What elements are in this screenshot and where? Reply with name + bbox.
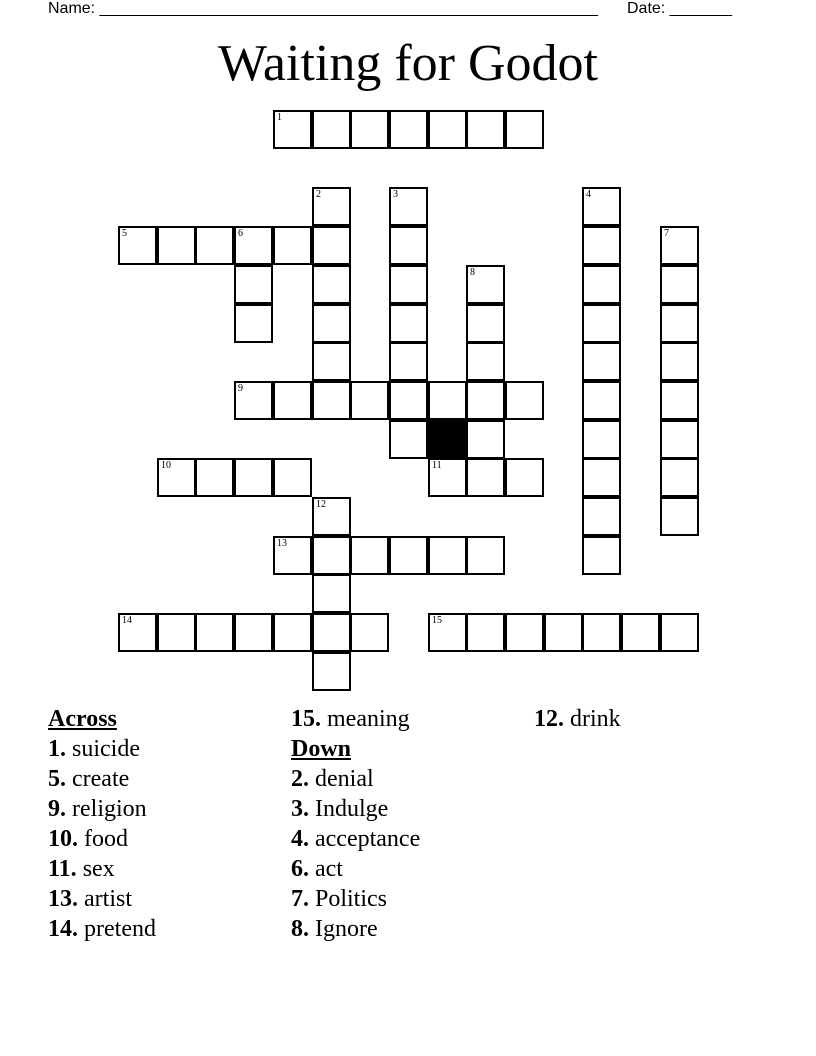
grid-cell[interactable] (466, 342, 505, 381)
clue-across-9 (48, 794, 156, 824)
grid-cell[interactable] (312, 613, 351, 652)
clue-number: 3. (291, 796, 309, 822)
puzzle-title: Waiting for Godot (218, 35, 598, 92)
grid-cell[interactable] (582, 265, 621, 304)
clue-down-4 (291, 824, 420, 854)
clue-number: 11. (48, 856, 77, 882)
clue-text: Ignore (315, 916, 378, 942)
clue-across-11 (48, 854, 156, 884)
grid-cell[interactable] (582, 536, 621, 575)
grid-cell[interactable] (582, 226, 621, 265)
grid-cell[interactable] (273, 110, 312, 149)
clue-text: Politics (315, 886, 388, 912)
grid-cell[interactable] (582, 613, 621, 652)
grid-cell[interactable] (234, 613, 273, 652)
clue-across-14 (48, 914, 156, 944)
clue-number-label: 8 (470, 267, 475, 278)
clue-down-2 (291, 764, 420, 794)
clue-text: religion (72, 796, 147, 822)
grid-cell[interactable] (660, 497, 699, 536)
clue-across-15 (291, 704, 420, 734)
clue-number-label: 7 (664, 228, 669, 239)
grid-cell[interactable] (660, 265, 699, 304)
clues-column-3 (534, 704, 621, 734)
grid-cell[interactable] (389, 226, 428, 265)
grid-cell[interactable] (660, 458, 699, 497)
grid-cell[interactable] (660, 420, 699, 459)
clue-number-label: 4 (586, 189, 591, 200)
clue-number-label: 2 (316, 189, 321, 200)
grid-cell[interactable] (389, 342, 428, 381)
grid-cell[interactable] (312, 536, 351, 575)
grid-cell[interactable] (350, 536, 389, 575)
grid-cell[interactable] (582, 497, 621, 536)
clue-text: act (315, 856, 343, 882)
grid-cell[interactable] (389, 265, 428, 304)
grid-cell[interactable] (195, 458, 234, 497)
grid-cell[interactable] (544, 613, 583, 652)
grid-cell[interactable] (195, 226, 234, 265)
grid-cell[interactable] (273, 226, 312, 265)
grid-block-cell (428, 420, 467, 459)
clue-text: food (84, 826, 128, 852)
grid-cell[interactable] (428, 110, 467, 149)
clue-number-label: 3 (393, 189, 398, 200)
grid-cell[interactable] (273, 381, 312, 420)
grid-cell[interactable] (621, 613, 660, 652)
clue-number: 12. (534, 706, 564, 732)
across-heading: Across (48, 706, 117, 732)
clue-number: 9. (48, 796, 66, 822)
grid-cell[interactable] (118, 226, 157, 265)
clue-number-label: 9 (238, 383, 243, 394)
clue-number: 5. (48, 766, 66, 792)
grid-cell[interactable] (234, 265, 273, 304)
grid-cell[interactable] (466, 536, 505, 575)
clue-number: 6. (291, 856, 309, 882)
grid-cell[interactable] (505, 458, 544, 497)
grid-cell[interactable] (582, 187, 621, 226)
grid-cell[interactable] (660, 304, 699, 343)
clue-number-label: 6 (238, 228, 243, 239)
grid-cell[interactable] (350, 613, 389, 652)
grid-cell[interactable] (234, 381, 273, 420)
grid-cell[interactable] (660, 342, 699, 381)
grid-cell[interactable] (582, 420, 621, 459)
grid-cell[interactable] (582, 342, 621, 381)
down-heading: Down (291, 736, 352, 762)
clue-text: Indulge (315, 796, 389, 822)
clue-number: 15. (291, 706, 321, 732)
clue-number-label: 12 (316, 499, 326, 510)
clue-text: denial (315, 766, 374, 792)
grid-cell[interactable] (428, 381, 467, 420)
grid-cell[interactable] (389, 536, 428, 575)
clue-across-13 (48, 884, 156, 914)
clue-number: 14. (48, 916, 78, 942)
grid-cell[interactable] (582, 304, 621, 343)
grid-cell[interactable] (505, 381, 544, 420)
clue-number-label: 10 (161, 460, 171, 471)
clues-column-1 (48, 704, 156, 944)
clue-text: sex (82, 856, 115, 882)
grid-cell[interactable] (389, 110, 428, 149)
clue-number-label: 5 (122, 228, 127, 239)
grid-cell[interactable] (312, 187, 351, 226)
clue-number: 7. (291, 886, 309, 912)
clue-number-label: 15 (432, 615, 442, 626)
clue-text: create (72, 766, 130, 792)
grid-cell[interactable] (505, 613, 544, 652)
grid-cell[interactable] (157, 613, 196, 652)
grid-cell[interactable] (389, 420, 428, 459)
clue-number-label: 11 (432, 460, 442, 471)
clue-text: pretend (84, 916, 156, 942)
grid-cell[interactable] (273, 613, 312, 652)
clue-down-8 (291, 914, 420, 944)
clue-down-12 (534, 704, 621, 734)
clue-number-label: 1 (277, 112, 282, 123)
grid-cell[interactable] (389, 381, 428, 420)
clue-down-3 (291, 794, 420, 824)
clue-text: drink (570, 706, 621, 732)
grid-cell[interactable] (312, 304, 351, 343)
clue-text: suicide (72, 736, 140, 762)
grid-cell[interactable] (389, 304, 428, 343)
grid-cell[interactable] (660, 226, 699, 265)
name-field-label: Name: ________________________________________________________ (48, 0, 598, 17)
clue-text: artist (84, 886, 132, 912)
grid-cell[interactable] (312, 110, 351, 149)
grid-cell[interactable] (389, 187, 428, 226)
grid-cell[interactable] (466, 110, 505, 149)
grid-cell[interactable] (312, 497, 351, 536)
grid-cell[interactable] (582, 458, 621, 497)
clue-number: 8. (291, 916, 309, 942)
grid-cell[interactable] (234, 458, 273, 497)
clues-column-2 (291, 704, 420, 944)
grid-cell[interactable] (505, 110, 544, 149)
clue-number-label: 13 (277, 538, 287, 549)
grid-cell[interactable] (428, 458, 467, 497)
clue-across-1 (48, 734, 156, 764)
grid-cell[interactable] (466, 458, 505, 497)
clue-number: 2. (291, 766, 309, 792)
clue-text: acceptance (315, 826, 421, 852)
grid-cell[interactable] (234, 226, 273, 265)
clue-across-10 (48, 824, 156, 854)
grid-cell[interactable] (660, 613, 699, 652)
grid-cell[interactable] (157, 226, 196, 265)
clue-across-5 (48, 764, 156, 794)
grid-cell[interactable] (428, 536, 467, 575)
grid-cell[interactable] (466, 420, 505, 459)
grid-cell[interactable] (582, 381, 621, 420)
grid-cell[interactable] (660, 381, 699, 420)
clue-number: 4. (291, 826, 309, 852)
grid-cell[interactable] (195, 613, 234, 652)
grid-cell[interactable] (234, 304, 273, 343)
date-field-label: Date: _______ (627, 0, 732, 17)
clue-text: meaning (327, 706, 410, 732)
grid-cell[interactable] (157, 458, 196, 497)
grid-cell[interactable] (466, 381, 505, 420)
grid-cell[interactable] (312, 226, 351, 265)
grid-cell[interactable] (273, 458, 312, 497)
clue-number: 10. (48, 826, 78, 852)
grid-cell[interactable] (466, 613, 505, 652)
grid-cell[interactable] (350, 381, 389, 420)
grid-cell[interactable] (466, 304, 505, 343)
clue-number: 13. (48, 886, 78, 912)
grid-cell[interactable] (312, 652, 351, 691)
grid-cell[interactable] (428, 613, 467, 652)
clue-number: 1. (48, 736, 66, 762)
grid-cell[interactable] (312, 342, 351, 381)
grid-cell[interactable] (350, 110, 389, 149)
grid-cell[interactable] (273, 536, 312, 575)
grid-cell[interactable] (312, 574, 351, 613)
grid-cell[interactable] (466, 265, 505, 304)
clue-down-7 (291, 884, 420, 914)
grid-cell[interactable] (118, 613, 157, 652)
grid-cell[interactable] (312, 381, 351, 420)
grid-cell[interactable] (312, 265, 351, 304)
clue-number-label: 14 (122, 615, 132, 626)
clue-down-6 (291, 854, 420, 884)
